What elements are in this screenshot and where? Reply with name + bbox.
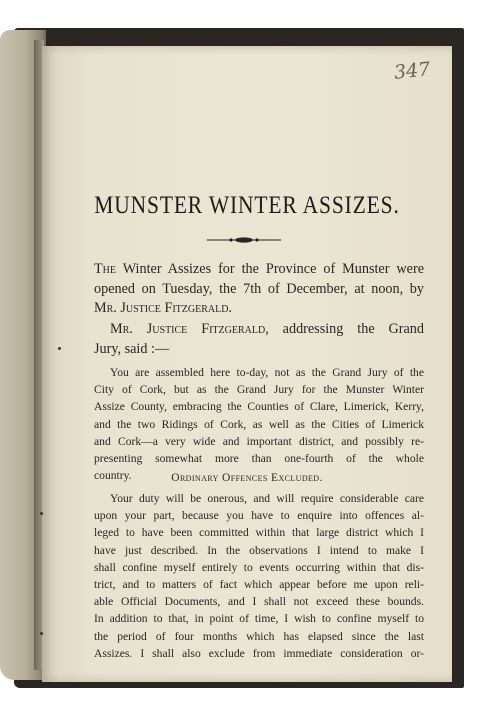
para2-line: shall confine myself entirely to events occurring within that dis- [94,560,424,574]
para1-line: You are assembled here to-day, not as the Grand Jury of the [110,366,424,379]
lead-line-2: opened on Tuesday, the 7th of December, at noon, by [94,280,424,297]
para2-line: have just described. In the observations I intend to make I [94,543,424,557]
document-page [42,46,452,682]
handwritten-page-number: 347 [392,58,432,84]
address-line-2: Jury, said :— [94,340,170,357]
page-title: MUNSTER WINTER ASSIZES. [94,192,400,219]
address-intro [94,320,424,359]
para1-line: and Cork—a very wide and important district, and possibly re- [94,434,424,448]
para2-line: upon your part, because you have to enquire into offences al- [94,509,424,523]
margin-mark [40,512,43,515]
para2-line: leged to have been committed within that large district which I [94,526,424,540]
para2-line: trict, and to matters of fact which appear before me upon reli- [94,578,424,592]
lead-paragraph [94,260,424,319]
address-line-1: addressing the Grand [268,321,424,337]
para2-line: In addition to that, in point of time, I wish to confine myself to [94,612,424,626]
ornament-rule-icon [207,236,281,244]
para1-line: and the two Ridings of Cork, as well as the Cities of Limerick [94,417,424,431]
paragraph-1 [94,364,424,484]
para2-line: the period of four months which has elapsed since the last [94,629,424,643]
lead-justice-name: Mr. Justice Fitzgerald. [94,300,232,316]
section-heading: Ordinary Offences Excluded. [171,472,323,484]
para2-line: able Official Documents, and I shall not exceed these bounds. [94,595,424,609]
para2-line: Your duty will be onerous, and will require considerable care [110,492,424,505]
para1-line: City of Cork, but as the Grand Jury for the Munster Winter [94,383,424,397]
para2-line: Assizes. I shall also exclude from immediate consideration or- [94,646,424,660]
para1-line: presenting somewhat more than one-fourth of the whole [94,452,424,466]
margin-mark [40,632,43,635]
justice-name: Mr. Justice Fitzgerald, [110,321,269,337]
para1-line: country. [94,469,132,483]
para1-line: Assize County, embracing the Counties of Clare, Limerick, Kerry, [94,400,424,414]
paragraph-2 [94,490,424,662]
margin-mark [58,347,61,350]
lead-line-1: Winter Assizes for the Province of Munster were [116,261,424,277]
lead-dropcap: The [94,261,116,277]
